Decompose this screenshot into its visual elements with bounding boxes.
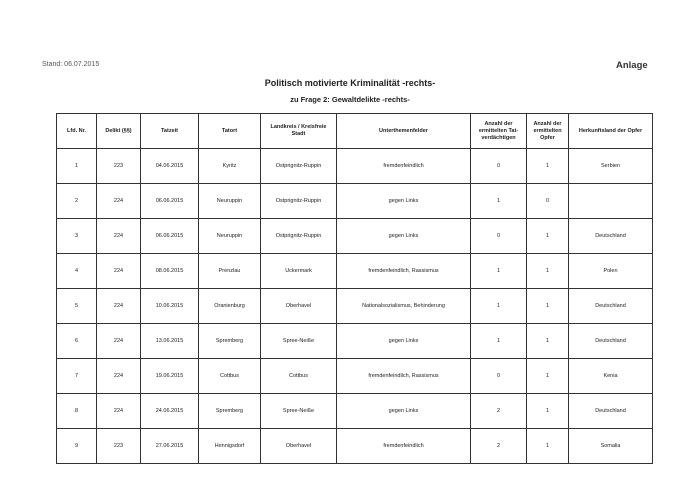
table-cell: Deutschland — [569, 219, 653, 254]
table-cell: Ostprignitz-Ruppin — [261, 149, 337, 184]
table-cell: 224 — [97, 254, 141, 289]
table-row — [57, 429, 653, 464]
table-cell: 13.06.2015 — [141, 324, 199, 359]
table-cell: Ostprignitz-Ruppin — [261, 184, 337, 219]
table-cell: 1 — [57, 149, 97, 184]
table-cell: Uckermark — [261, 254, 337, 289]
table-cell: Polen — [569, 254, 653, 289]
table-row — [57, 184, 653, 219]
table-cell: 1 — [527, 254, 569, 289]
table-cell: Spremberg — [199, 394, 261, 429]
table-cell: 224 — [97, 394, 141, 429]
table-cell: gegen Links — [337, 184, 471, 219]
table-cell: 224 — [97, 184, 141, 219]
column-header: Anzahl der ermittelten Opfer — [527, 114, 569, 149]
table-cell: 04.06.2015 — [141, 149, 199, 184]
table-cell: Spree-Neiße — [261, 324, 337, 359]
table-cell: 1 — [527, 429, 569, 464]
table-row — [57, 149, 653, 184]
table-cell: Cottbus — [199, 359, 261, 394]
table-cell: 1 — [471, 324, 527, 359]
stand-date: Stand: 06.07.2015 — [42, 61, 100, 68]
column-header: Lfd. Nr. — [57, 114, 97, 149]
page-subtitle: zu Frage 2: Gewaltdelikte -rechts- — [290, 95, 410, 104]
table-cell: 06.06.2015 — [141, 219, 199, 254]
table-cell: 224 — [97, 289, 141, 324]
table-cell: 7 — [57, 359, 97, 394]
table-row — [57, 324, 653, 359]
table-cell: Kyritz — [199, 149, 261, 184]
table-cell: 1 — [527, 219, 569, 254]
table-cell: 1 — [471, 289, 527, 324]
table-cell: Neuruppin — [199, 184, 261, 219]
table-cell: 4 — [57, 254, 97, 289]
table-cell: gegen Links — [337, 324, 471, 359]
table-cell: 08.06.2015 — [141, 254, 199, 289]
table-cell: Oberhavel — [261, 289, 337, 324]
table-cell: 1 — [527, 324, 569, 359]
table-cell: 8 — [57, 394, 97, 429]
table-cell: 24.06.2015 — [141, 394, 199, 429]
table-cell: Nationalsozialismus, Behinderung — [337, 289, 471, 324]
table-cell: Ostprignitz-Ruppin — [261, 219, 337, 254]
column-header: Anzahl der ermittelten Tat-verdächtigen — [471, 114, 527, 149]
column-header: Unterthemenfelder — [337, 114, 471, 149]
table-cell: 06.06.2015 — [141, 184, 199, 219]
table-cell: Oranienburg — [199, 289, 261, 324]
table-cell: 2 — [471, 429, 527, 464]
table-cell: Hennigsdorf — [199, 429, 261, 464]
table-cell: 3 — [57, 219, 97, 254]
table-cell: 10.06.2015 — [141, 289, 199, 324]
table-cell: 27.06.2015 — [141, 429, 199, 464]
table-cell: Deutschland — [569, 324, 653, 359]
table-cell: 2 — [471, 394, 527, 429]
table-cell: 224 — [97, 359, 141, 394]
table-cell: 223 — [97, 429, 141, 464]
table-header-row — [57, 114, 653, 149]
table-cell: Serbien — [569, 149, 653, 184]
column-header: Tatzeit — [141, 114, 199, 149]
table-cell: 5 — [57, 289, 97, 324]
column-header: Herkunftsland der Opfer — [569, 114, 653, 149]
table-cell: 0 — [527, 184, 569, 219]
table-cell: 19.06.2015 — [141, 359, 199, 394]
table-cell: Oberhavel — [261, 429, 337, 464]
table-row — [57, 289, 653, 324]
table-cell: Somalia — [569, 429, 653, 464]
table-cell: fremdenfeindlich — [337, 149, 471, 184]
table-cell: 1 — [471, 254, 527, 289]
column-header: Delikt (§§) — [97, 114, 141, 149]
table-cell: Spremberg — [199, 324, 261, 359]
table-cell: 0 — [471, 359, 527, 394]
table-cell: 224 — [97, 324, 141, 359]
table-cell: 1 — [527, 289, 569, 324]
table-cell: Prenzlau — [199, 254, 261, 289]
page-title: Politisch motivierte Kriminalität -rechts- — [264, 78, 436, 88]
table-row — [57, 394, 653, 429]
table-cell: fremdenfeindlich, Rassismus — [337, 254, 471, 289]
table-row — [57, 219, 653, 254]
table-cell: 1 — [527, 394, 569, 429]
table-row — [57, 254, 653, 289]
table-cell: gegen Links — [337, 219, 471, 254]
table-cell: 223 — [97, 149, 141, 184]
table-cell: 0 — [471, 219, 527, 254]
anlage-label: Anlage — [616, 60, 648, 71]
table-cell: 2 — [57, 184, 97, 219]
table-cell: 224 — [97, 219, 141, 254]
table-cell — [569, 184, 653, 219]
table-cell: 1 — [527, 149, 569, 184]
table-cell: fremdenfeindlich — [337, 429, 471, 464]
table-cell: fremdenfeindlich, Rassismus — [337, 359, 471, 394]
table-cell: Cottbus — [261, 359, 337, 394]
table-cell: gegen Links — [337, 394, 471, 429]
table-cell: 1 — [527, 359, 569, 394]
crime-table — [56, 113, 653, 464]
column-header: Tatort — [199, 114, 261, 149]
table-cell: 0 — [471, 149, 527, 184]
column-header: Landkreis / Kreisfreie Stadt — [261, 114, 337, 149]
table-cell: Neuruppin — [199, 219, 261, 254]
table-row — [57, 359, 653, 394]
table-body — [57, 149, 653, 464]
table-cell: Kenia — [569, 359, 653, 394]
table-cell: 1 — [471, 184, 527, 219]
table-cell: Deutschland — [569, 394, 653, 429]
table-cell: 9 — [57, 429, 97, 464]
table-cell: Deutschland — [569, 289, 653, 324]
table-cell: 6 — [57, 324, 97, 359]
table-cell: Spree-Neiße — [261, 394, 337, 429]
